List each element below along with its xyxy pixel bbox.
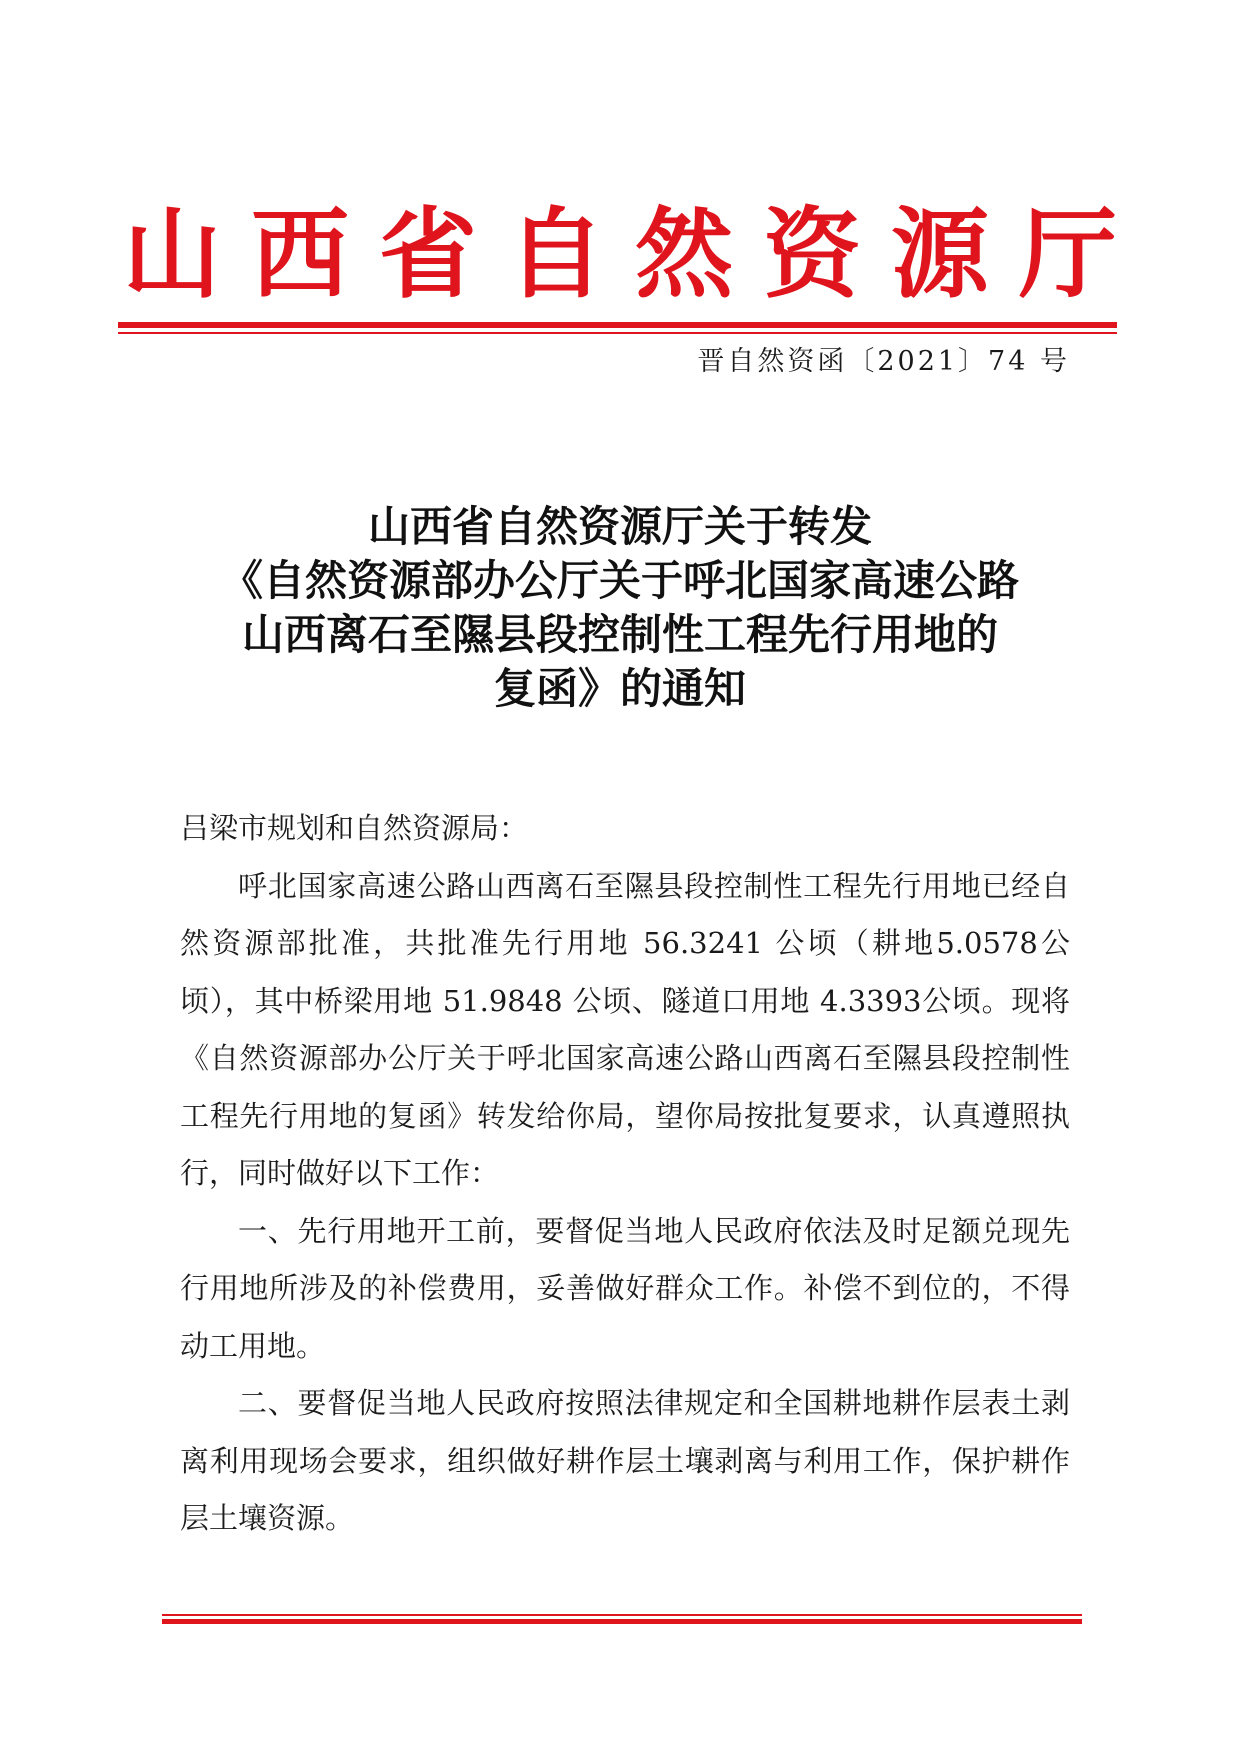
footer-red-rule-thick <box>162 1619 1082 1624</box>
body-paragraph: 呼北国家高速公路山西离石至隰县段控制性工程先行用地已经自然资源部批准，共批准先行用地 56.3241 公顷（耕地5.0578公顷），其中桥梁用地 51.9848 公顷、隧道口用地 4.3393公顷。现将《自然资源部办公厅关于呼北国家高速公路山西离石至隰县段控制性工程先行用地的复函》转发给你局，望你局按批复要求，认真遵照执行，同时做好以下工作： <box>180 868 1070 1190</box>
notice-title <box>150 500 1090 716</box>
document-number: 晋自然资函〔2021〕74 号 <box>697 346 1070 377</box>
notice-title-line: 复函》的通知 <box>493 664 746 713</box>
footer-red-rule-thin <box>162 1614 1082 1616</box>
document-body <box>180 800 1070 1548</box>
notice-title-line: 山西省自然资源厅关于转发 <box>367 502 872 551</box>
notice-title-line: 山西离石至隰县段控制性工程先行用地的 <box>241 610 998 659</box>
notice-title-line: 《自然资源部办公厅关于呼北国家高速公路 <box>220 556 1019 605</box>
body-paragraph: 一、先行用地开工前，要督促当地人民政府依法及时足额兑现先行用地所涉及的补偿费用，妥善做好群众工作。补偿不到位的，不得动工用地。 <box>180 1213 1070 1363</box>
addressee: 吕梁市规划和自然资源局： <box>180 811 529 845</box>
header-red-rule-thin <box>118 332 1117 334</box>
agency-header-title: 山西省自然资源厅 <box>122 197 1147 312</box>
header-red-rule-thick <box>118 322 1117 328</box>
body-paragraph: 二、要督促当地人民政府按照法律规定和全国耕地耕作层表土剥离利用现场会要求，组织做好耕作层土壤剥离与利用工作，保护耕作层土壤资源。 <box>180 1386 1070 1535</box>
